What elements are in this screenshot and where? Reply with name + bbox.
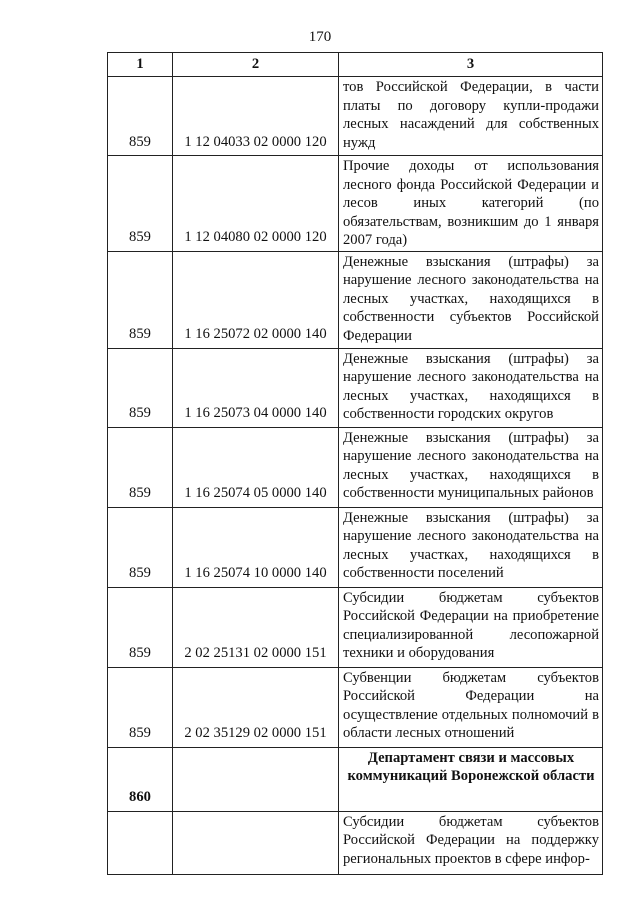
table-row bbox=[108, 587, 603, 667]
revenue-description: тов Российской Федерации, в части платы по договору купли-продажи лесных насаждений для собственных нужд bbox=[339, 77, 603, 156]
administrator-code: 859 bbox=[108, 507, 173, 587]
revenue-description: Денежные взыскания (штрафы) за нарушение лесного законодательства на лесных участках, находящихся в собственности поселений bbox=[339, 507, 603, 587]
table-row bbox=[108, 811, 603, 874]
page-number: 170 bbox=[308, 29, 332, 45]
table-row bbox=[108, 156, 603, 252]
table-row bbox=[108, 427, 603, 507]
table-row bbox=[108, 348, 603, 427]
administrator-code: 859 bbox=[108, 587, 173, 667]
column-header-1: 1 bbox=[108, 53, 173, 77]
revenue-description: Субвенции бюджетам субъектов Российской Федерации на осуществление отдельных полномочий в области лесных отношений bbox=[339, 667, 603, 747]
table-row bbox=[108, 747, 603, 811]
revenue-code bbox=[173, 811, 339, 874]
administrator-code: 859 bbox=[108, 667, 173, 747]
revenue-description: Денежные взыскания (штрафы) за нарушение лесного законодательства на лесных участках, находящихся в собственности городских округов bbox=[339, 348, 603, 427]
revenue-code: 1 12 04033 02 0000 120 bbox=[173, 77, 339, 156]
table-row bbox=[108, 667, 603, 747]
column-header-3: 3 bbox=[339, 53, 603, 77]
revenue-code: 1 16 25074 10 0000 140 bbox=[173, 507, 339, 587]
table-row bbox=[108, 77, 603, 156]
table-row bbox=[108, 251, 603, 348]
table-header-row bbox=[108, 53, 603, 77]
revenue-description: Денежные взыскания (штрафы) за нарушение лесного законодательства на лесных участках, находящихся в собственности субъектов Российской Федерации bbox=[339, 251, 603, 348]
revenue-code: 1 16 25072 02 0000 140 bbox=[173, 251, 339, 348]
budget-classification-table bbox=[107, 52, 603, 875]
revenue-description: Прочие доходы от использования лесного фонда Российской Федерации и лесов иных категорий (по обязательствам, возникшим до 1 января 2007 года) bbox=[339, 156, 603, 252]
table-row bbox=[108, 507, 603, 587]
administrator-code: 859 bbox=[108, 156, 173, 252]
revenue-description: Субсидии бюджетам субъектов Российской Федерации на приобретение специализированной лесопожарной техники и оборудования bbox=[339, 587, 603, 667]
administrator-code: 859 bbox=[108, 427, 173, 507]
revenue-code: 2 02 35129 02 0000 151 bbox=[173, 667, 339, 747]
revenue-description: Субсидии бюджетам субъектов Российской Федерации на поддержку региональных проектов в сфере инфор- bbox=[339, 811, 603, 874]
revenue-code: 1 16 25073 04 0000 140 bbox=[173, 348, 339, 427]
revenue-code: 1 16 25074 05 0000 140 bbox=[173, 427, 339, 507]
administrator-code: 859 bbox=[108, 348, 173, 427]
column-header-2: 2 bbox=[173, 53, 339, 77]
revenue-code bbox=[173, 747, 339, 811]
revenue-code: 2 02 25131 02 0000 151 bbox=[173, 587, 339, 667]
administrator-code: 859 bbox=[108, 77, 173, 156]
administrator-name: Департамент связи и массовых коммуникаций Воронежской области bbox=[339, 747, 603, 811]
administrator-code: 859 bbox=[108, 251, 173, 348]
administrator-code bbox=[108, 811, 173, 874]
revenue-code: 1 12 04080 02 0000 120 bbox=[173, 156, 339, 252]
revenue-description: Денежные взыскания (штрафы) за нарушение лесного законодательства на лесных участках, находящихся в собственности муниципальных районов bbox=[339, 427, 603, 507]
administrator-code: 860 bbox=[108, 747, 173, 811]
